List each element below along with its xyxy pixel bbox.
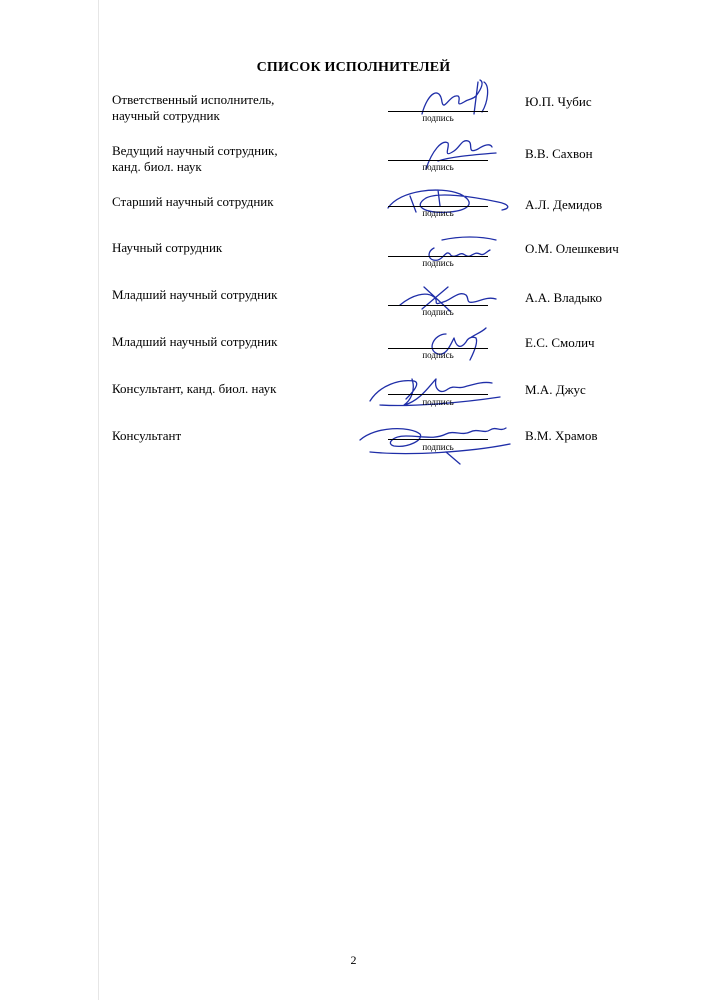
performer-name: Ю.П. Чубис <box>525 94 592 109</box>
performer-name: М.А. Джус <box>525 382 586 397</box>
performer-name: В.В. Сахвон <box>525 146 593 161</box>
role-line: канд. биол. наук <box>112 159 202 174</box>
signature-caption: подпись <box>422 208 454 218</box>
signature-caption: подпись <box>422 113 454 123</box>
performer-name: А.Л. Демидов <box>525 197 603 212</box>
signature-caption: подпись <box>422 397 454 407</box>
signature-line <box>388 305 488 306</box>
role-line: Научный сотрудник <box>112 240 223 255</box>
performer-role <box>112 240 332 256</box>
page-number: 2 <box>350 953 357 967</box>
signature-line <box>388 348 488 349</box>
signature-image <box>350 172 530 232</box>
role-line: Ответственный исполнитель, <box>112 92 275 107</box>
signature-line <box>388 111 488 112</box>
role-line: Ведущий научный сотрудник, <box>112 143 278 158</box>
signature-caption: подпись <box>422 258 454 268</box>
role-line: Младший научный сотрудник <box>112 287 278 302</box>
signature-caption: подпись <box>422 307 454 317</box>
signature-caption: подпись <box>422 442 454 452</box>
performer-role <box>112 287 332 303</box>
performer-role <box>112 92 332 124</box>
performer-role <box>112 381 332 397</box>
performer-role <box>112 428 332 444</box>
signature-line <box>388 206 488 207</box>
performer-row <box>0 428 707 488</box>
signature-line <box>388 394 488 395</box>
performer-name: В.М. Храмов <box>525 428 598 443</box>
performer-name: О.М. Олешкевич <box>525 241 619 256</box>
role-line: научный сотрудник <box>112 108 220 123</box>
role-line: Младший научный сотрудник <box>112 334 278 349</box>
performer-role <box>112 143 332 175</box>
document-title: СПИСОК ИСПОЛНИТЕЛЕЙ <box>256 60 451 75</box>
signature-line <box>388 256 488 257</box>
signature-caption: подпись <box>422 162 454 172</box>
performer-name: Е.С. Смолич <box>525 335 595 350</box>
role-line: Консультант <box>112 428 182 443</box>
performer-name: А.А. Владыко <box>525 290 602 305</box>
performer-role <box>112 194 332 210</box>
signature-line <box>388 160 488 161</box>
signature-caption: подпись <box>422 350 454 360</box>
role-line: Консультант, канд. биол. наук <box>112 381 277 396</box>
role-line: Старший научный сотрудник <box>112 194 274 209</box>
performer-role <box>112 334 332 350</box>
signature-line <box>388 439 488 440</box>
